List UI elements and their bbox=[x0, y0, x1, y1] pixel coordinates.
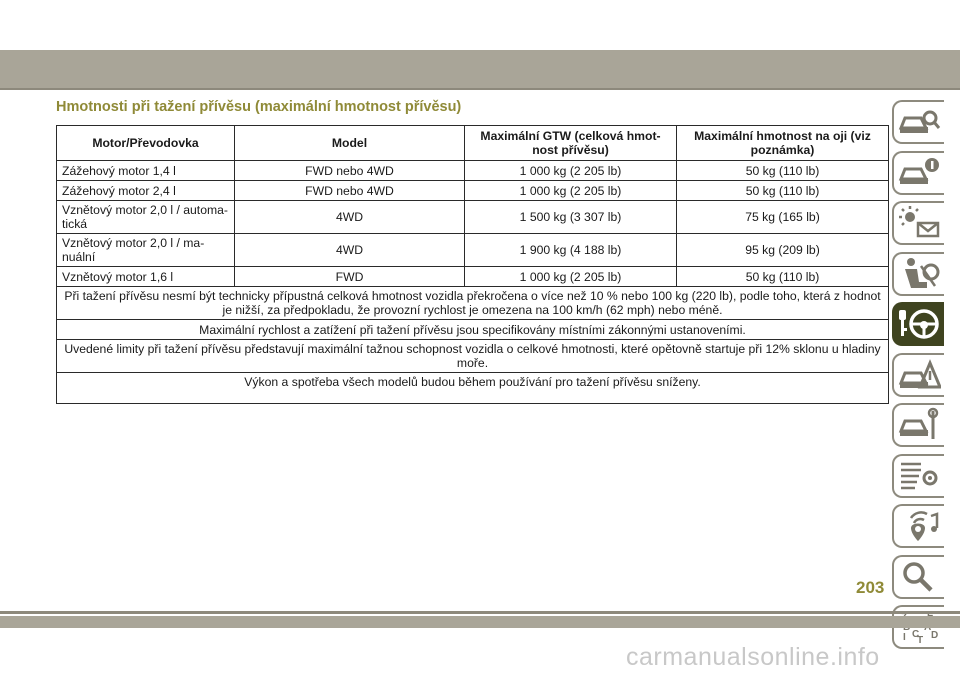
breakdown-warning-icon bbox=[897, 357, 941, 393]
towing-weights-table bbox=[56, 125, 889, 404]
note-performance: Výkon a spotřeba všech modelů budou během používání pro tažení přívěsu sníženy. bbox=[57, 373, 889, 404]
table-row bbox=[57, 234, 889, 267]
table-note-row bbox=[57, 287, 889, 320]
cell-gtw: 1 000 kg (2 205 lb) bbox=[465, 267, 677, 287]
cell-gtw: 1 000 kg (2 205 lb) bbox=[465, 181, 677, 201]
footer-band bbox=[0, 616, 960, 628]
tab-seat-airbag[interactable] bbox=[892, 252, 944, 296]
cell-engine: Vznětový motor 2,0 l / manuální bbox=[57, 234, 235, 267]
tab-specifications[interactable] bbox=[892, 454, 944, 498]
car-search-icon bbox=[897, 104, 941, 140]
cell-gtw: 1 900 kg (4 188 lb) bbox=[465, 234, 677, 267]
tab-car-search[interactable] bbox=[892, 100, 944, 144]
tab-maintenance[interactable] bbox=[892, 403, 944, 447]
table-row bbox=[57, 201, 889, 234]
cell-engine: Vznětový motor 2,0 l / automatická bbox=[57, 201, 235, 234]
table-note-row bbox=[57, 340, 889, 373]
car-maintenance-icon bbox=[897, 407, 941, 443]
footer-rule bbox=[0, 611, 960, 614]
tab-warning-lights[interactable] bbox=[892, 201, 944, 245]
cell-model: FWD bbox=[235, 267, 465, 287]
key-steering-wheel-icon bbox=[897, 306, 941, 342]
table-row bbox=[57, 267, 889, 287]
table-note-row bbox=[57, 320, 889, 340]
cell-gtw: 1 500 kg (3 307 lb) bbox=[465, 201, 677, 234]
watermark: carmanualsonline.info bbox=[626, 643, 880, 671]
cell-model: FWD nebo 4WD bbox=[235, 181, 465, 201]
chapter-tabs bbox=[892, 100, 952, 656]
tab-breakdown[interactable] bbox=[892, 353, 944, 397]
cell-model: 4WD bbox=[235, 201, 465, 234]
index-letter: C bbox=[912, 629, 920, 640]
cell-tongue-weight: 50 kg (110 lb) bbox=[677, 161, 889, 181]
header-model: Model bbox=[235, 126, 465, 161]
index-letter: T bbox=[917, 635, 924, 645]
cell-engine: Zážehový motor 2,4 l bbox=[57, 181, 235, 201]
header-tongue-weight: Maximální hmotnost na oji (viz poznámka) bbox=[677, 126, 889, 161]
cell-tongue-weight: 50 kg (110 lb) bbox=[677, 181, 889, 201]
cell-gtw: 1 000 kg (2 205 lb) bbox=[465, 161, 677, 181]
section-title: Hmotnosti při tažení přívěsu (maximální hmotnost přívěsu) bbox=[56, 99, 462, 115]
index-letter: D bbox=[931, 630, 939, 641]
tab-starting-driving[interactable] bbox=[892, 302, 944, 346]
cell-engine: Zážehový motor 1,4 l bbox=[57, 161, 235, 181]
cell-model: FWD nebo 4WD bbox=[235, 161, 465, 181]
note-speed-regulation: Maximální rychlost a zatížení při tažení přívěsu jsou specifikovány místními zákonnými ustanoveními. bbox=[57, 320, 889, 340]
table-row bbox=[57, 181, 889, 201]
cell-model: 4WD bbox=[235, 234, 465, 267]
note-towing-capability: Uvedené limity při tažení přívěsu představují maximální tažnou schopnost vozidla o celkové hmotnosti, které opětovně startuje při 12% sklonu u hladiny moře. bbox=[57, 340, 889, 373]
header-engine: Motor/Převodovka bbox=[57, 126, 235, 161]
multimedia-icon bbox=[897, 508, 941, 544]
note-weight-limit: Při tažení přívěsu nesmí být technicky přípustná celková hmotnost vozidla překročena o více než 10 % nebo 100 kg (220 lb), podle toho, která z hodnot je nižší, za předpokladu, že provozní rychlost je omezena na 100 km/h (62 mph) nebo méně. bbox=[57, 287, 889, 320]
page-number: 203 bbox=[856, 578, 885, 597]
header-band bbox=[0, 50, 960, 88]
specifications-icon bbox=[897, 458, 941, 494]
warning-lights-icon bbox=[897, 205, 941, 241]
cell-tongue-weight: 95 kg (209 lb) bbox=[677, 234, 889, 267]
cell-engine: Vznětový motor 1,6 l bbox=[57, 267, 235, 287]
table-row bbox=[57, 161, 889, 181]
header-rule bbox=[0, 88, 960, 90]
tab-multimedia[interactable] bbox=[892, 504, 944, 548]
index-letter: I bbox=[903, 632, 906, 643]
table-note-row bbox=[57, 373, 889, 404]
header-gtw: Maximální GTW (celková hmotnost přívěsu) bbox=[465, 126, 677, 161]
table-header-row bbox=[57, 126, 889, 161]
cell-tongue-weight: 75 kg (165 lb) bbox=[677, 201, 889, 234]
cell-tongue-weight: 50 kg (110 lb) bbox=[677, 267, 889, 287]
tab-car-info[interactable] bbox=[892, 151, 944, 195]
search-icon bbox=[897, 559, 941, 595]
seat-airbag-icon bbox=[897, 256, 941, 292]
tab-search[interactable] bbox=[892, 555, 944, 599]
car-info-icon bbox=[897, 155, 941, 191]
